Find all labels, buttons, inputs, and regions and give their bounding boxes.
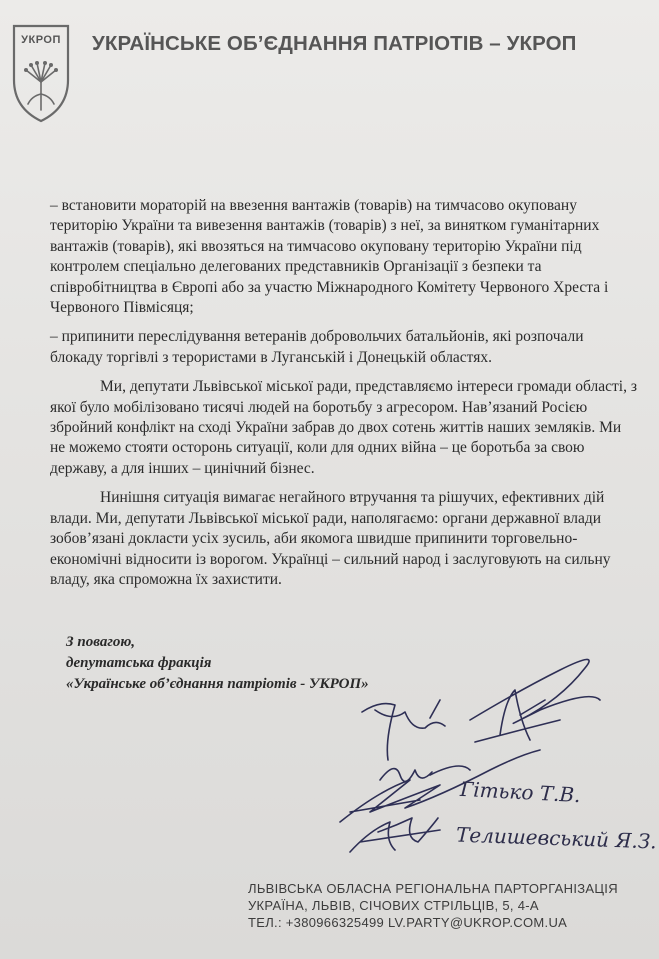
paragraph-deputies: Ми, депутати Львівської міської ради, представляємо інтереси громади області, з якої було мобілізовано тисячі людей на боротьбу з агресором. Нав’язаний Росією збройний конфлікт на сході України забрав до двох сотень життів наших земляків. Ми не можемо стояти осторонь ситуації, коли для одних війна – це боротьба за свою державу, а для інших – цинічний бізнес. [50,378,637,477]
footer-organization: ЛЬВІВСЬКА ОБЛАСНА РЕГІОНАЛЬНА ПАРТОРГАНІЗАЦІЯ [248,881,618,896]
footer-address: УКРАЇНА, ЛЬВІВ, СІЧОВИХ СТРІЛЬЦІВ, 5, 4-А [248,898,539,913]
signature-1 [470,659,600,742]
logo-text: УКРОП [21,34,61,46]
closing-block [66,632,369,695]
handwritten-name-1: Гітько Т.В. [459,776,582,808]
footer-phone-email: ТЕЛ.: +380966325499 LV.PARTY@UKROP.COM.UA [248,915,568,930]
signature-2 [362,700,445,760]
signature-5 [350,818,440,852]
paragraph-situation: Нинішня ситуація вимагає негайного втручання та рішучих, ефективних дій влади. Ми, депутати Львівської міської ради, наполягаємо: органи державної влади зобов’язані докласти усіх зусиль, аби якомога швидше припинити торговельно-економічні відносити із ворогом. Українці – сильний народ і заслуговують на сильну владу, яка спроможна їх захистити. [50,489,611,588]
paragraph-veterans: – припинити переслідування ветеранів добровольчих батальйонів, які розпочали блокаду торгівлі з терористами в Луганській і Донецькій областях. [50,328,584,366]
paragraph-moratorium: – встановити мораторій на ввезення вантажів (товарів) на тимчасово окуповану територію України та вивезення вантажів (товарів) з неї, за винятком гуманітарних вантажів (товарів), які ввозяться на тимчасово окуповану територію України під контролем спеціально делегованих представників Організації з безпеки та співробітництва в Європі або за участю Міжнародного Комітету Червоного Хреста і Червоного Півмісяця; [50,197,609,317]
letter-body [50,196,640,599]
closing-party-name: «Українське об’єднання патріотів - УКРОП» [66,676,369,692]
footer-contacts [248,880,618,931]
closing-faction: депутатська фракція [66,655,212,671]
closing-regards: З повагою, [66,634,136,650]
organization-title: УКРАЇНСЬКЕ ОБ’ЄДНАННЯ ПАТРІОТІВ – УКРОП [92,32,577,55]
ukrop-logo [10,22,72,124]
signature-3 [380,769,432,782]
handwritten-name-2: Телишевський Я.З. [455,822,658,854]
